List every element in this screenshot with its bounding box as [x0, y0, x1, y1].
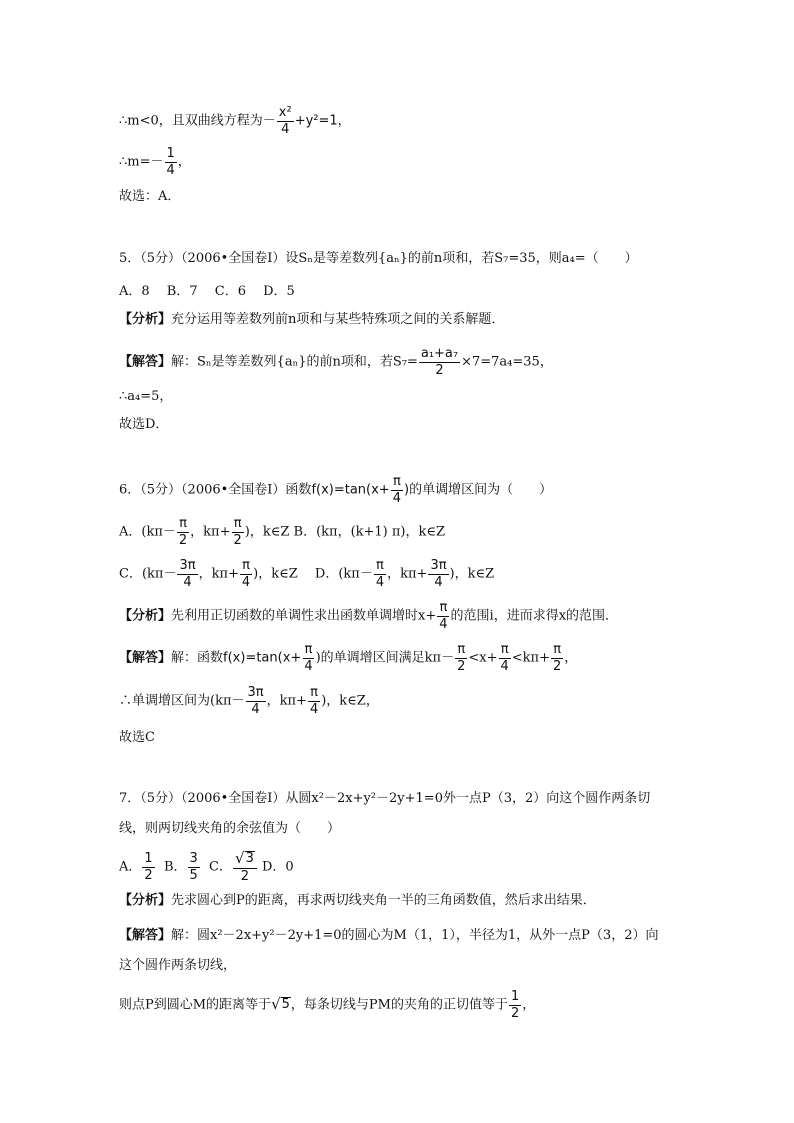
q6-conclusion: 故选C: [119, 730, 155, 745]
numerator: 1: [144, 851, 153, 867]
denominator: 4: [251, 701, 260, 717]
q7-answer-2: 这个圆作两条切线，: [119, 958, 237, 973]
square-root: [271, 994, 291, 1013]
answer-text: ∴单调增区间为(kπ－: [119, 693, 245, 709]
denominator: 5: [189, 867, 198, 883]
option-text: ，kπ+: [198, 566, 239, 582]
q4-line2-text: ∴m=: [119, 154, 151, 170]
minus-sign: －: [150, 154, 164, 170]
analysis-tag: 【分析】: [119, 312, 172, 327]
answer-text: ，: [564, 650, 578, 666]
answer-tag: 【解答】: [119, 354, 172, 370]
q7-answer-1: [119, 929, 658, 942]
denominator: 4: [439, 616, 448, 632]
numerator: π: [553, 642, 562, 657]
fraction: [499, 643, 511, 673]
paren: ): [404, 482, 410, 498]
answer-text: 解：Sₙ是等差数列{aₙ}的前n项和，若S₇=: [171, 354, 418, 370]
denominator: 4: [500, 658, 509, 674]
q6-stem: [119, 475, 552, 505]
denominator: 2: [510, 1005, 520, 1021]
answer-text: ，kπ+: [266, 693, 307, 709]
denominator: 4: [304, 658, 313, 674]
numerator: π: [304, 642, 313, 657]
option-text: A．(kπ－: [119, 524, 176, 540]
minus-sign: －: [262, 113, 276, 129]
option-text: )，k∈Z D．(kπ－: [253, 566, 373, 582]
fraction: [246, 686, 266, 716]
q7-options: [119, 851, 294, 883]
fraction: [188, 852, 200, 882]
fraction: [437, 601, 449, 631]
radical-sign: √: [271, 994, 281, 1013]
fraction: [142, 852, 154, 882]
numerator: π: [457, 642, 466, 657]
q6-line-2: [119, 686, 379, 716]
fraction: [232, 517, 244, 547]
q5-line-2: ∴a₄=5，: [119, 389, 173, 404]
q6-option-ab: [119, 517, 445, 547]
answer-text: <x+: [468, 650, 498, 666]
q4-conclusion: 故选：A．: [119, 189, 181, 204]
function-expr: f(x)=tan(x+: [311, 482, 390, 498]
fraction: [233, 851, 257, 883]
answer-text: 解：圆x²－2x+y²－2y+1=0的圆心为M（1，1），半径为1，从外一点P（3，2）向: [171, 928, 659, 943]
denominator: 4: [281, 121, 290, 137]
analysis-text: 先利用正切函数的单调性求出函数单调增时x+: [171, 608, 437, 624]
numerator: a₁+a₇: [420, 346, 459, 361]
numerator: π: [179, 516, 187, 531]
option-d-label: D．0: [261, 859, 294, 875]
q5-answer: [119, 347, 553, 377]
numerator: 1: [166, 146, 175, 161]
fraction: [551, 643, 563, 673]
numerator: 3π: [179, 558, 196, 573]
fraction: [419, 347, 460, 377]
denominator: 2: [178, 532, 188, 548]
fraction: [391, 475, 403, 505]
numerator: π: [310, 685, 318, 700]
numerator: π: [392, 474, 401, 489]
q6-analysis: [119, 601, 618, 631]
numerator: π: [376, 558, 384, 573]
answer-tag: 【解答】: [119, 650, 172, 666]
answer-text: )的单调增区间满足kπ－: [315, 650, 455, 666]
denominator: 4: [392, 490, 401, 506]
q4-line1-text: ∴m<0，且双曲线方程为: [119, 113, 263, 129]
denominator: 2: [233, 532, 242, 548]
answer-tag: 【解答】: [119, 928, 172, 943]
option-text: ，kπ+: [387, 566, 428, 582]
option-b-label: B．: [163, 859, 187, 875]
q6-answer: [119, 643, 577, 673]
numerator: 3: [189, 851, 198, 867]
denominator: 4: [166, 162, 175, 178]
denominator: 2: [144, 867, 153, 883]
option-text: )，k∈Z: [449, 566, 495, 582]
q4-line1-rest: +y²=1，: [294, 113, 351, 129]
numerator: 3π: [247, 685, 264, 700]
denominator: 4: [434, 574, 443, 590]
numerator: [233, 851, 257, 869]
numerator: 3π: [430, 558, 447, 573]
q6-stem-rest: 的单调增区间为（ ）: [409, 482, 553, 498]
numerator: π: [439, 600, 448, 615]
q7-analysis: [119, 894, 596, 907]
function-expr: f(x)=tan(x+: [223, 650, 302, 666]
fraction: [428, 559, 448, 589]
option-text: C．(kπ－: [119, 566, 177, 582]
fraction: [240, 559, 252, 589]
q6-stem-text: 6．（5分）（2006•全国卷Ⅰ）函数: [119, 482, 312, 498]
denominator: 4: [183, 574, 192, 590]
option-c-label: C．: [209, 859, 232, 875]
radicand: 3: [245, 851, 254, 866]
option-text: )，k∈Z B．(kπ，(k+1) π)，k∈Z: [244, 524, 446, 540]
denominator: 2: [435, 362, 444, 378]
q5-analysis: [119, 313, 504, 326]
denominator: 2: [553, 658, 562, 674]
option-text: ，kπ+: [190, 524, 231, 540]
fraction: [302, 643, 314, 673]
answer-text: <kπ+: [511, 650, 550, 666]
q7-stem-1: 7．（5分）（2006•全国卷Ⅰ）从圆x²－2x+y²－2y+1=0外一点P（3，2）向这个圆作两条切: [119, 791, 651, 806]
analysis-tag: 【分析】: [119, 893, 172, 908]
radical-sign: √: [235, 849, 245, 867]
denominator: 4: [309, 701, 319, 717]
fraction: [308, 686, 320, 716]
fraction: [177, 517, 189, 547]
answer-text: ，每条切线与PM的夹角的正切值等于: [290, 997, 508, 1013]
radicand: 5: [281, 996, 290, 1012]
analysis-text: 先求圆心到P的距离，再求两切线夹角一半的三角函数值，然后求出结果．: [171, 893, 596, 908]
denominator: 4: [375, 574, 385, 590]
q7-answer-3: [119, 990, 535, 1020]
analysis-tag: 【分析】: [119, 608, 172, 624]
fraction: [277, 106, 294, 136]
denominator: 4: [241, 574, 251, 590]
analysis-text-rest: 的范围i，进而求得x的范围．: [450, 608, 619, 624]
answer-text: 解：函数: [171, 650, 224, 666]
fraction: [374, 559, 386, 589]
q4-line-1: [119, 106, 351, 136]
q4-line2-rest: ，: [177, 154, 191, 170]
numerator: π: [242, 558, 250, 573]
q5-options: A．8 B．7 C．6 D．5: [119, 284, 295, 299]
denominator: 2: [457, 658, 466, 674]
fraction: [509, 990, 521, 1020]
fraction: [455, 643, 467, 673]
q6-option-cd: [119, 559, 494, 589]
fraction: [165, 147, 177, 177]
square-root: [235, 851, 255, 867]
analysis-text: 充分运用等差数列前n项和与某些特殊项之间的关系解题．: [171, 312, 505, 327]
q5-stem: 5．（5分）（2006•全国卷Ⅰ）设Sₙ是等差数列{aₙ}的前n项和，若S₇=35，则a₄=（ ）: [119, 251, 638, 266]
q7-stem-2: 线，则两切线夹角的余弦值为（ ）: [119, 821, 341, 836]
numerator: x²: [278, 105, 292, 120]
numerator: π: [233, 516, 242, 531]
answer-text: ，: [522, 997, 536, 1013]
q5-conclusion: 故选D．: [119, 417, 169, 432]
answer-text: )，k∈Z，: [321, 693, 379, 709]
option-a-label: A．: [119, 859, 142, 875]
q4-line-2: [119, 147, 191, 177]
fraction: [177, 559, 197, 589]
answer-text-rest: ×7=7a₄=35，: [461, 354, 553, 370]
denominator: 2: [240, 868, 250, 884]
numerator: π: [500, 642, 509, 657]
numerator: 1: [510, 989, 520, 1004]
answer-text: 则点P到圆心M的距离等于: [119, 997, 272, 1013]
